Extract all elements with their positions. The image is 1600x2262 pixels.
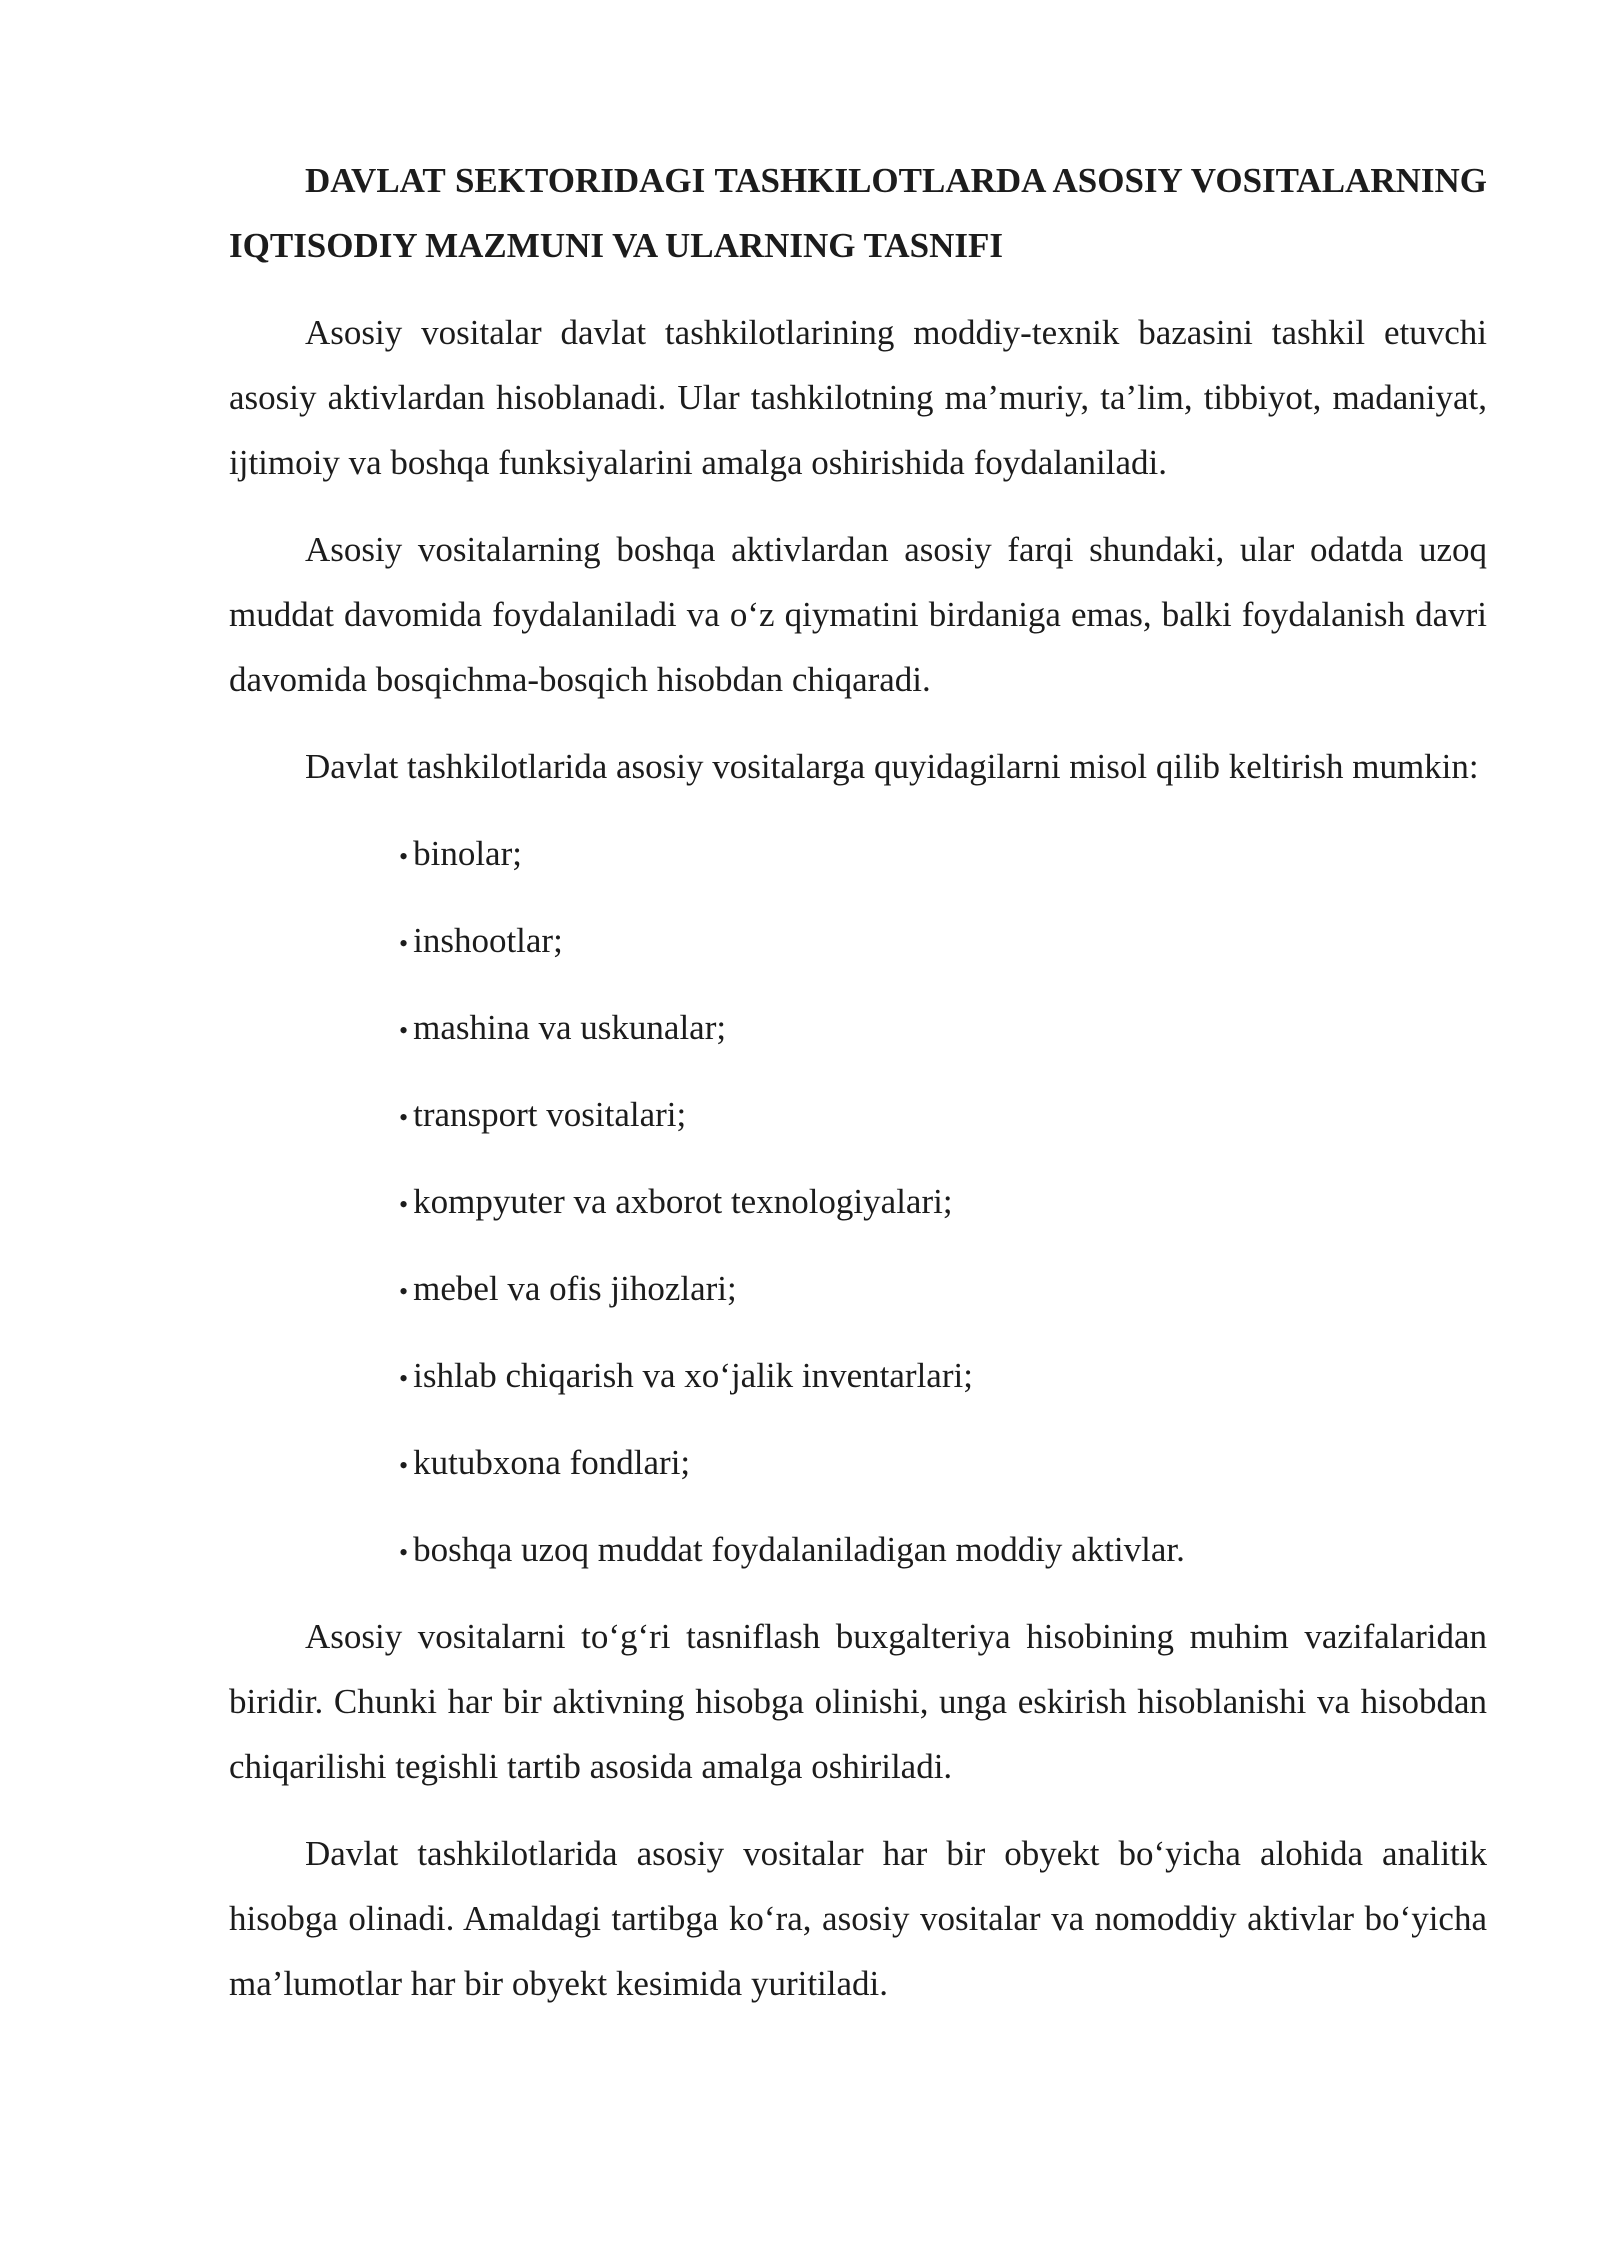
list-item-text: mebel va ofis jihozlari; (413, 1269, 737, 1308)
bullet-icon: • (399, 842, 409, 871)
document-title: DAVLAT SEKTORIDAGI TASHKILOTLARDA ASOSIY VOSITALARNING IQTISODIY MAZMUNI VA ULARNING TASNIFI (229, 161, 1487, 265)
paragraph-examples-intro: Davlat tashkilotlarida asosiy vositalarga quyidagilarni misol qilib keltirish mumkin: (305, 747, 1479, 786)
bullet-icon: • (399, 1277, 409, 1306)
paragraph-difference: Asosiy vositalarning boshqa aktivlardan asosiy farqi shundaki, ular odatda uzoq muddat davomida foydalaniladi va o‘z qiymatini birdaniga emas, balki foydalanish davri davomida bosqichma-bosqich hisobdan chiqaradi. (229, 530, 1487, 699)
list-item (399, 1430, 1487, 1495)
bullet-icon: • (399, 1103, 409, 1132)
bullet-icon: • (399, 1016, 409, 1045)
bullet-icon: • (399, 1538, 409, 1567)
list-item (399, 1082, 1487, 1147)
list-item (399, 1256, 1487, 1321)
asset-list (229, 821, 1487, 1582)
list-item-text: transport vositalari; (413, 1095, 687, 1134)
list-item (399, 821, 1487, 886)
list-item (399, 1169, 1487, 1234)
paragraph-definition: Asosiy vositalar davlat tashkilotlarining moddiy-texnik bazasini tashkil etuvchi asosiy aktivlardan hisoblanadi. Ular tashkilotning ma’muriy, ta’lim, tibbiyot, madaniyat, ijtimoiy va boshqa funksiyalarini amalga oshirishida foydalaniladi. (229, 313, 1487, 482)
bullet-icon: • (399, 1451, 409, 1480)
list-item-text: mashina va uskunalar; (413, 1008, 727, 1047)
bullet-icon: • (399, 1190, 409, 1219)
bullet-icon: • (399, 1364, 409, 1393)
document-body (229, 148, 1487, 2038)
list-item-text: inshootlar; (413, 921, 563, 960)
list-item (399, 995, 1487, 1060)
list-item-text: binolar; (413, 834, 522, 873)
paragraph-analytic-accounting: Davlat tashkilotlarida asosiy vositalar har bir obyekt bo‘yicha alohida analitik hisobga olinadi. Amaldagi tartibga ko‘ra, asosiy vositalar va nomoddiy aktivlar bo‘yicha ma’lumotlar har bir obyekt kesimida yuritiladi. (229, 1834, 1487, 2003)
list-item-text: kutubxona fondlari; (413, 1443, 691, 1482)
paragraph-classification: Asosiy vositalarni to‘g‘ri tasniflash buxgalteriya hisobining muhim vazifalaridan biridir. Chunki har bir aktivning hisobga olinishi, unga eskirish hisoblanishi va hisobdan chiqarilishi tegishli tartib asosida amalga oshiriladi. (229, 1617, 1487, 1786)
list-item (399, 1343, 1487, 1408)
list-item-text: kompyuter va axborot texnologiyalari; (413, 1182, 953, 1221)
list-item-text: boshqa uzoq muddat foydalaniladigan moddiy aktivlar. (413, 1530, 1185, 1569)
list-item (399, 1517, 1487, 1582)
list-item (399, 908, 1487, 973)
bullet-icon: • (399, 929, 409, 958)
list-item-text: ishlab chiqarish va xo‘jalik inventarlari; (413, 1356, 973, 1395)
